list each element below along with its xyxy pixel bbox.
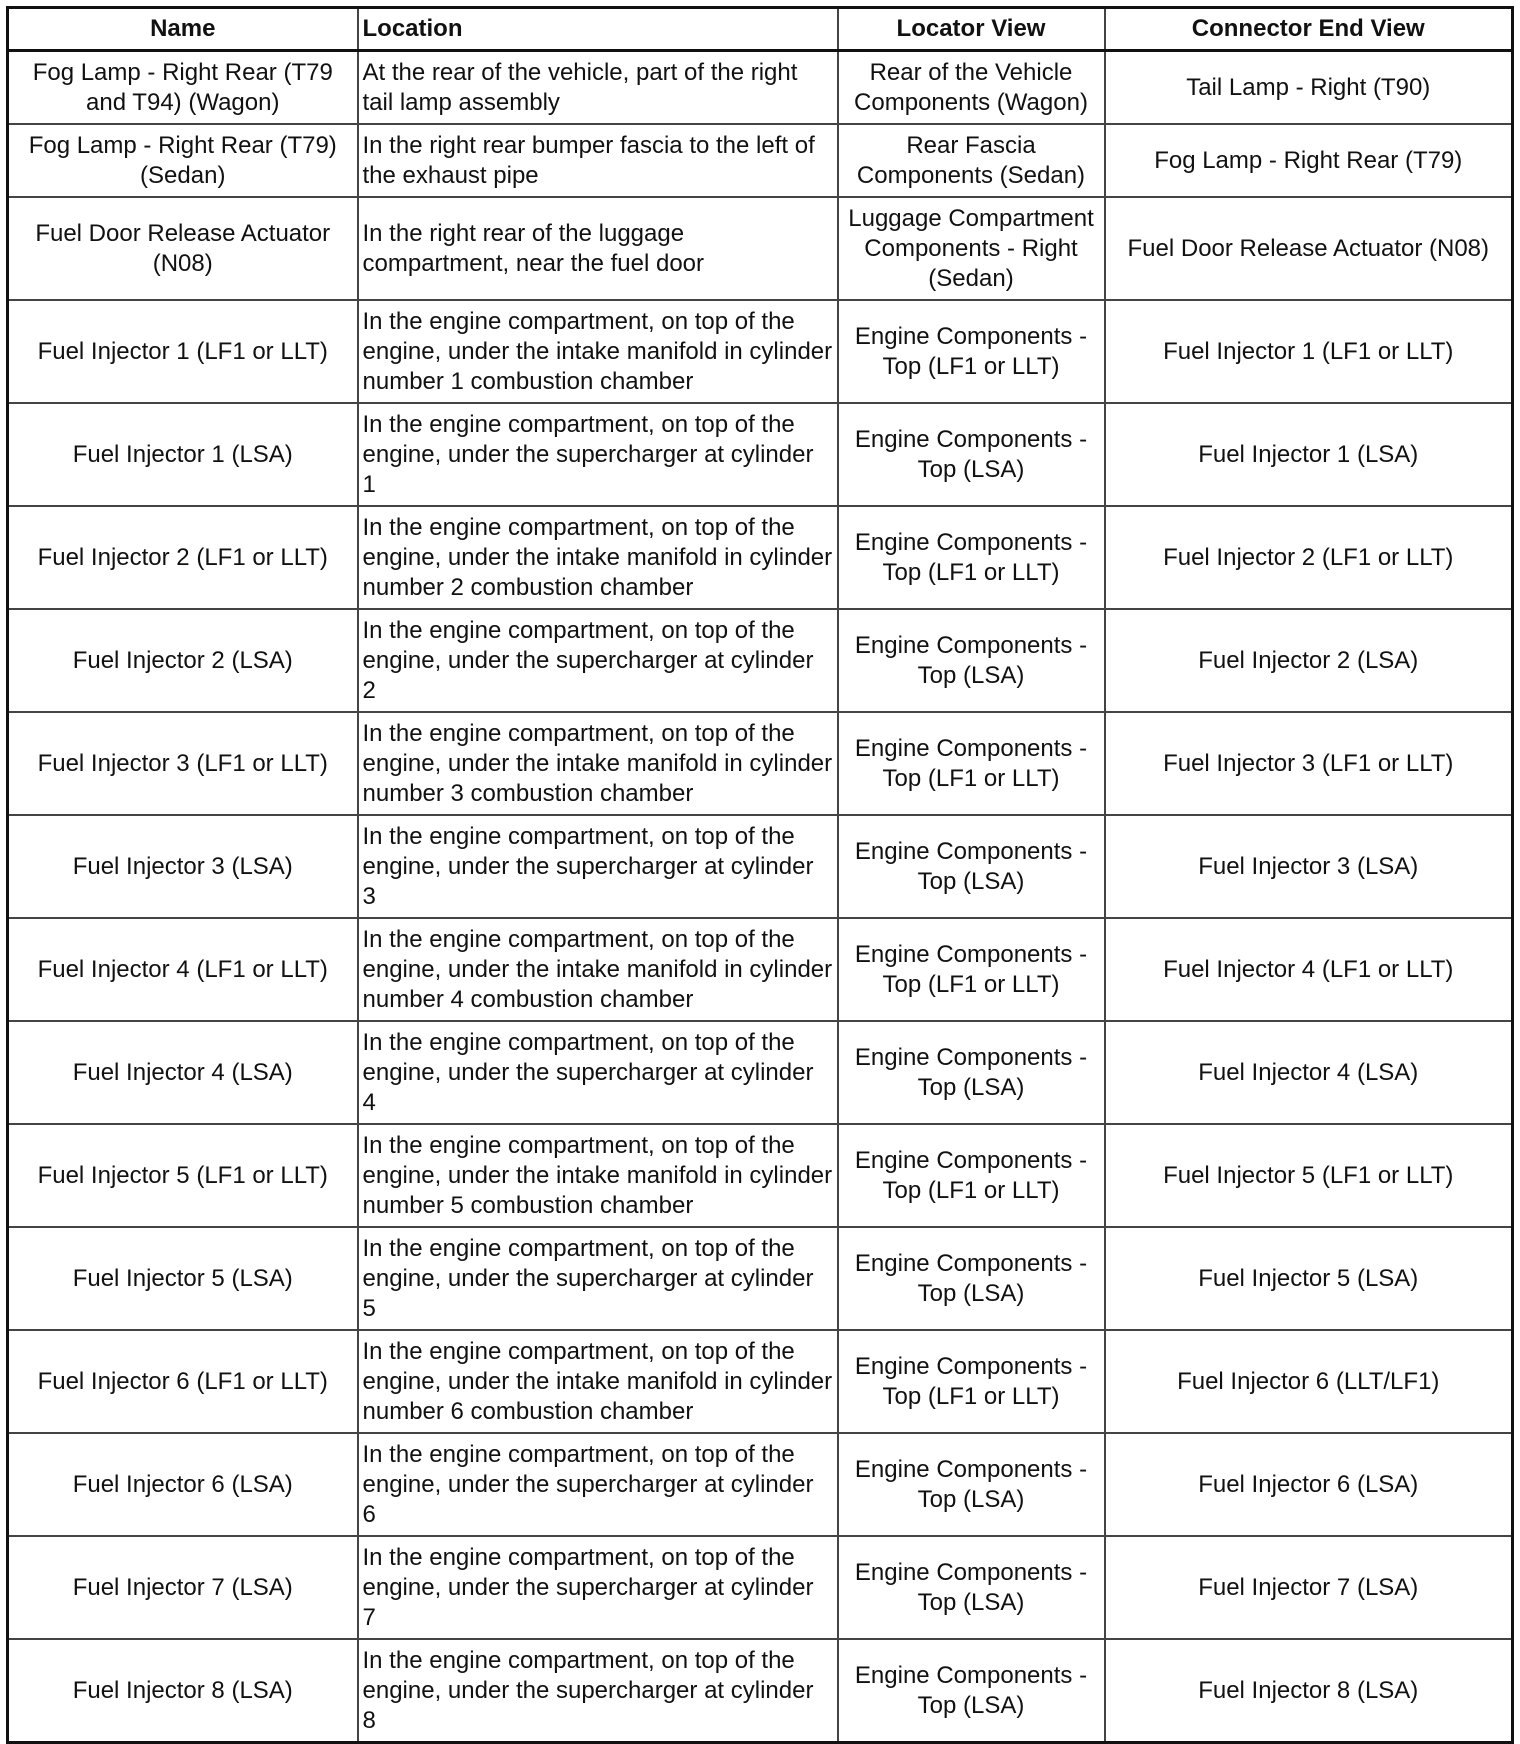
component-locator-table-wrap — [6, 6, 1511, 1744]
cell-location: In the engine compartment, on top of the engine, under the supercharger at cylinder 3 — [358, 815, 838, 918]
header-connector-end-view: Connector End View — [1105, 8, 1513, 51]
cell-connector-end-view[interactable]: Fuel Injector 4 (LSA) — [1105, 1021, 1513, 1124]
cell-name: Fuel Injector 7 (LSA) — [8, 1536, 358, 1639]
cell-location: In the right rear bumper fascia to the left of the exhaust pipe — [358, 124, 838, 197]
cell-connector-end-view[interactable]: Fuel Door Release Actuator (N08) — [1105, 197, 1513, 300]
cell-name: Fuel Injector 1 (LSA) — [8, 403, 358, 506]
table-row — [8, 918, 1513, 1021]
cell-locator-view[interactable]: Rear Fascia Components (Sedan) — [838, 124, 1105, 197]
cell-locator-view[interactable]: Engine Components - Top (LF1 or LLT) — [838, 300, 1105, 403]
cell-name: Fuel Injector 1 (LF1 or LLT) — [8, 300, 358, 403]
cell-locator-view[interactable]: Engine Components - Top (LF1 or LLT) — [838, 712, 1105, 815]
table-row — [8, 124, 1513, 197]
cell-name: Fog Lamp - Right Rear (T79) (Sedan) — [8, 124, 358, 197]
cell-connector-end-view[interactable]: Fuel Injector 2 (LSA) — [1105, 609, 1513, 712]
header-row — [8, 8, 1513, 51]
table-row — [8, 1021, 1513, 1124]
cell-name: Fuel Injector 5 (LF1 or LLT) — [8, 1124, 358, 1227]
cell-name: Fuel Injector 4 (LF1 or LLT) — [8, 918, 358, 1021]
cell-connector-end-view[interactable]: Fuel Injector 8 (LSA) — [1105, 1639, 1513, 1743]
table-row — [8, 1124, 1513, 1227]
cell-connector-end-view[interactable]: Fuel Injector 1 (LF1 or LLT) — [1105, 300, 1513, 403]
cell-locator-view[interactable]: Engine Components - Top (LSA) — [838, 1227, 1105, 1330]
table-row — [8, 506, 1513, 609]
cell-location: In the engine compartment, on top of the engine, under the supercharger at cylinder 8 — [358, 1639, 838, 1743]
cell-location: In the engine compartment, on top of the engine, under the intake manifold in cylinder number 6 combustion chamber — [358, 1330, 838, 1433]
table-row — [8, 815, 1513, 918]
table-row — [8, 300, 1513, 403]
table-row — [8, 609, 1513, 712]
component-locator-table — [6, 6, 1514, 1744]
cell-location: In the engine compartment, on top of the engine, under the intake manifold in cylinder number 2 combustion chamber — [358, 506, 838, 609]
table-row — [8, 51, 1513, 125]
cell-locator-view[interactable]: Engine Components - Top (LSA) — [838, 1433, 1105, 1536]
table-row — [8, 1639, 1513, 1743]
cell-connector-end-view[interactable]: Fuel Injector 4 (LF1 or LLT) — [1105, 918, 1513, 1021]
cell-locator-view[interactable]: Engine Components - Top (LSA) — [838, 1021, 1105, 1124]
cell-locator-view[interactable]: Engine Components - Top (LF1 or LLT) — [838, 918, 1105, 1021]
cell-locator-view[interactable]: Engine Components - Top (LSA) — [838, 815, 1105, 918]
cell-name: Fuel Injector 2 (LF1 or LLT) — [8, 506, 358, 609]
cell-locator-view[interactable]: Engine Components - Top (LF1 or LLT) — [838, 1124, 1105, 1227]
cell-locator-view[interactable]: Engine Components - Top (LF1 or LLT) — [838, 1330, 1105, 1433]
table-row — [8, 712, 1513, 815]
cell-location: In the engine compartment, on top of the engine, under the supercharger at cylinder 5 — [358, 1227, 838, 1330]
cell-name: Fuel Injector 3 (LSA) — [8, 815, 358, 918]
header-location: Location — [358, 8, 838, 51]
cell-locator-view[interactable]: Engine Components - Top (LSA) — [838, 403, 1105, 506]
cell-connector-end-view[interactable]: Fuel Injector 6 (LLT/LF1) — [1105, 1330, 1513, 1433]
cell-locator-view[interactable]: Engine Components - Top (LSA) — [838, 1639, 1105, 1743]
cell-locator-view[interactable]: Luggage Compartment Components - Right (Sedan) — [838, 197, 1105, 300]
table-row — [8, 403, 1513, 506]
cell-location: In the engine compartment, on top of the engine, under the intake manifold in cylinder number 1 combustion chamber — [358, 300, 838, 403]
cell-name: Fuel Injector 6 (LSA) — [8, 1433, 358, 1536]
cell-connector-end-view[interactable]: Fuel Injector 7 (LSA) — [1105, 1536, 1513, 1639]
cell-connector-end-view[interactable]: Fuel Injector 3 (LF1 or LLT) — [1105, 712, 1513, 815]
cell-location: In the right rear of the luggage compartment, near the fuel door — [358, 197, 838, 300]
cell-location: In the engine compartment, on top of the engine, under the supercharger at cylinder 4 — [358, 1021, 838, 1124]
cell-connector-end-view[interactable]: Fuel Injector 3 (LSA) — [1105, 815, 1513, 918]
cell-location: In the engine compartment, on top of the engine, under the intake manifold in cylinder number 5 combustion chamber — [358, 1124, 838, 1227]
cell-locator-view[interactable]: Rear of the Vehicle Components (Wagon) — [838, 51, 1105, 125]
table-row — [8, 1330, 1513, 1433]
table-row — [8, 1433, 1513, 1536]
cell-locator-view[interactable]: Engine Components - Top (LSA) — [838, 1536, 1105, 1639]
cell-connector-end-view[interactable]: Fuel Injector 2 (LF1 or LLT) — [1105, 506, 1513, 609]
cell-location: In the engine compartment, on top of the engine, under the supercharger at cylinder 6 — [358, 1433, 838, 1536]
cell-connector-end-view[interactable]: Fuel Injector 1 (LSA) — [1105, 403, 1513, 506]
cell-locator-view[interactable]: Engine Components - Top (LF1 or LLT) — [838, 506, 1105, 609]
header-name: Name — [8, 8, 358, 51]
cell-location: In the engine compartment, on top of the engine, under the supercharger at cylinder 2 — [358, 609, 838, 712]
cell-name: Fog Lamp - Right Rear (T79 and T94) (Wagon) — [8, 51, 358, 125]
table-row — [8, 1227, 1513, 1330]
cell-name: Fuel Injector 5 (LSA) — [8, 1227, 358, 1330]
table-row — [8, 1536, 1513, 1639]
header-locator-view: Locator View — [838, 8, 1105, 51]
cell-name: Fuel Injector 8 (LSA) — [8, 1639, 358, 1743]
cell-locator-view[interactable]: Engine Components - Top (LSA) — [838, 609, 1105, 712]
cell-connector-end-view[interactable]: Fuel Injector 6 (LSA) — [1105, 1433, 1513, 1536]
cell-location: In the engine compartment, on top of the engine, under the intake manifold in cylinder number 4 combustion chamber — [358, 918, 838, 1021]
cell-connector-end-view[interactable]: Fog Lamp - Right Rear (T79) — [1105, 124, 1513, 197]
cell-name: Fuel Door Release Actuator (N08) — [8, 197, 358, 300]
cell-name: Fuel Injector 4 (LSA) — [8, 1021, 358, 1124]
cell-connector-end-view[interactable]: Fuel Injector 5 (LF1 or LLT) — [1105, 1124, 1513, 1227]
cell-name: Fuel Injector 3 (LF1 or LLT) — [8, 712, 358, 815]
cell-location: In the engine compartment, on top of the engine, under the supercharger at cylinder 7 — [358, 1536, 838, 1639]
cell-location: In the engine compartment, on top of the engine, under the intake manifold in cylinder number 3 combustion chamber — [358, 712, 838, 815]
cell-connector-end-view[interactable]: Fuel Injector 5 (LSA) — [1105, 1227, 1513, 1330]
cell-connector-end-view[interactable]: Tail Lamp - Right (T90) — [1105, 51, 1513, 125]
table-row — [8, 197, 1513, 300]
cell-name: Fuel Injector 6 (LF1 or LLT) — [8, 1330, 358, 1433]
cell-name: Fuel Injector 2 (LSA) — [8, 609, 358, 712]
cell-location: At the rear of the vehicle, part of the right tail lamp assembly — [358, 51, 838, 125]
cell-location: In the engine compartment, on top of the engine, under the supercharger at cylinder 1 — [358, 403, 838, 506]
